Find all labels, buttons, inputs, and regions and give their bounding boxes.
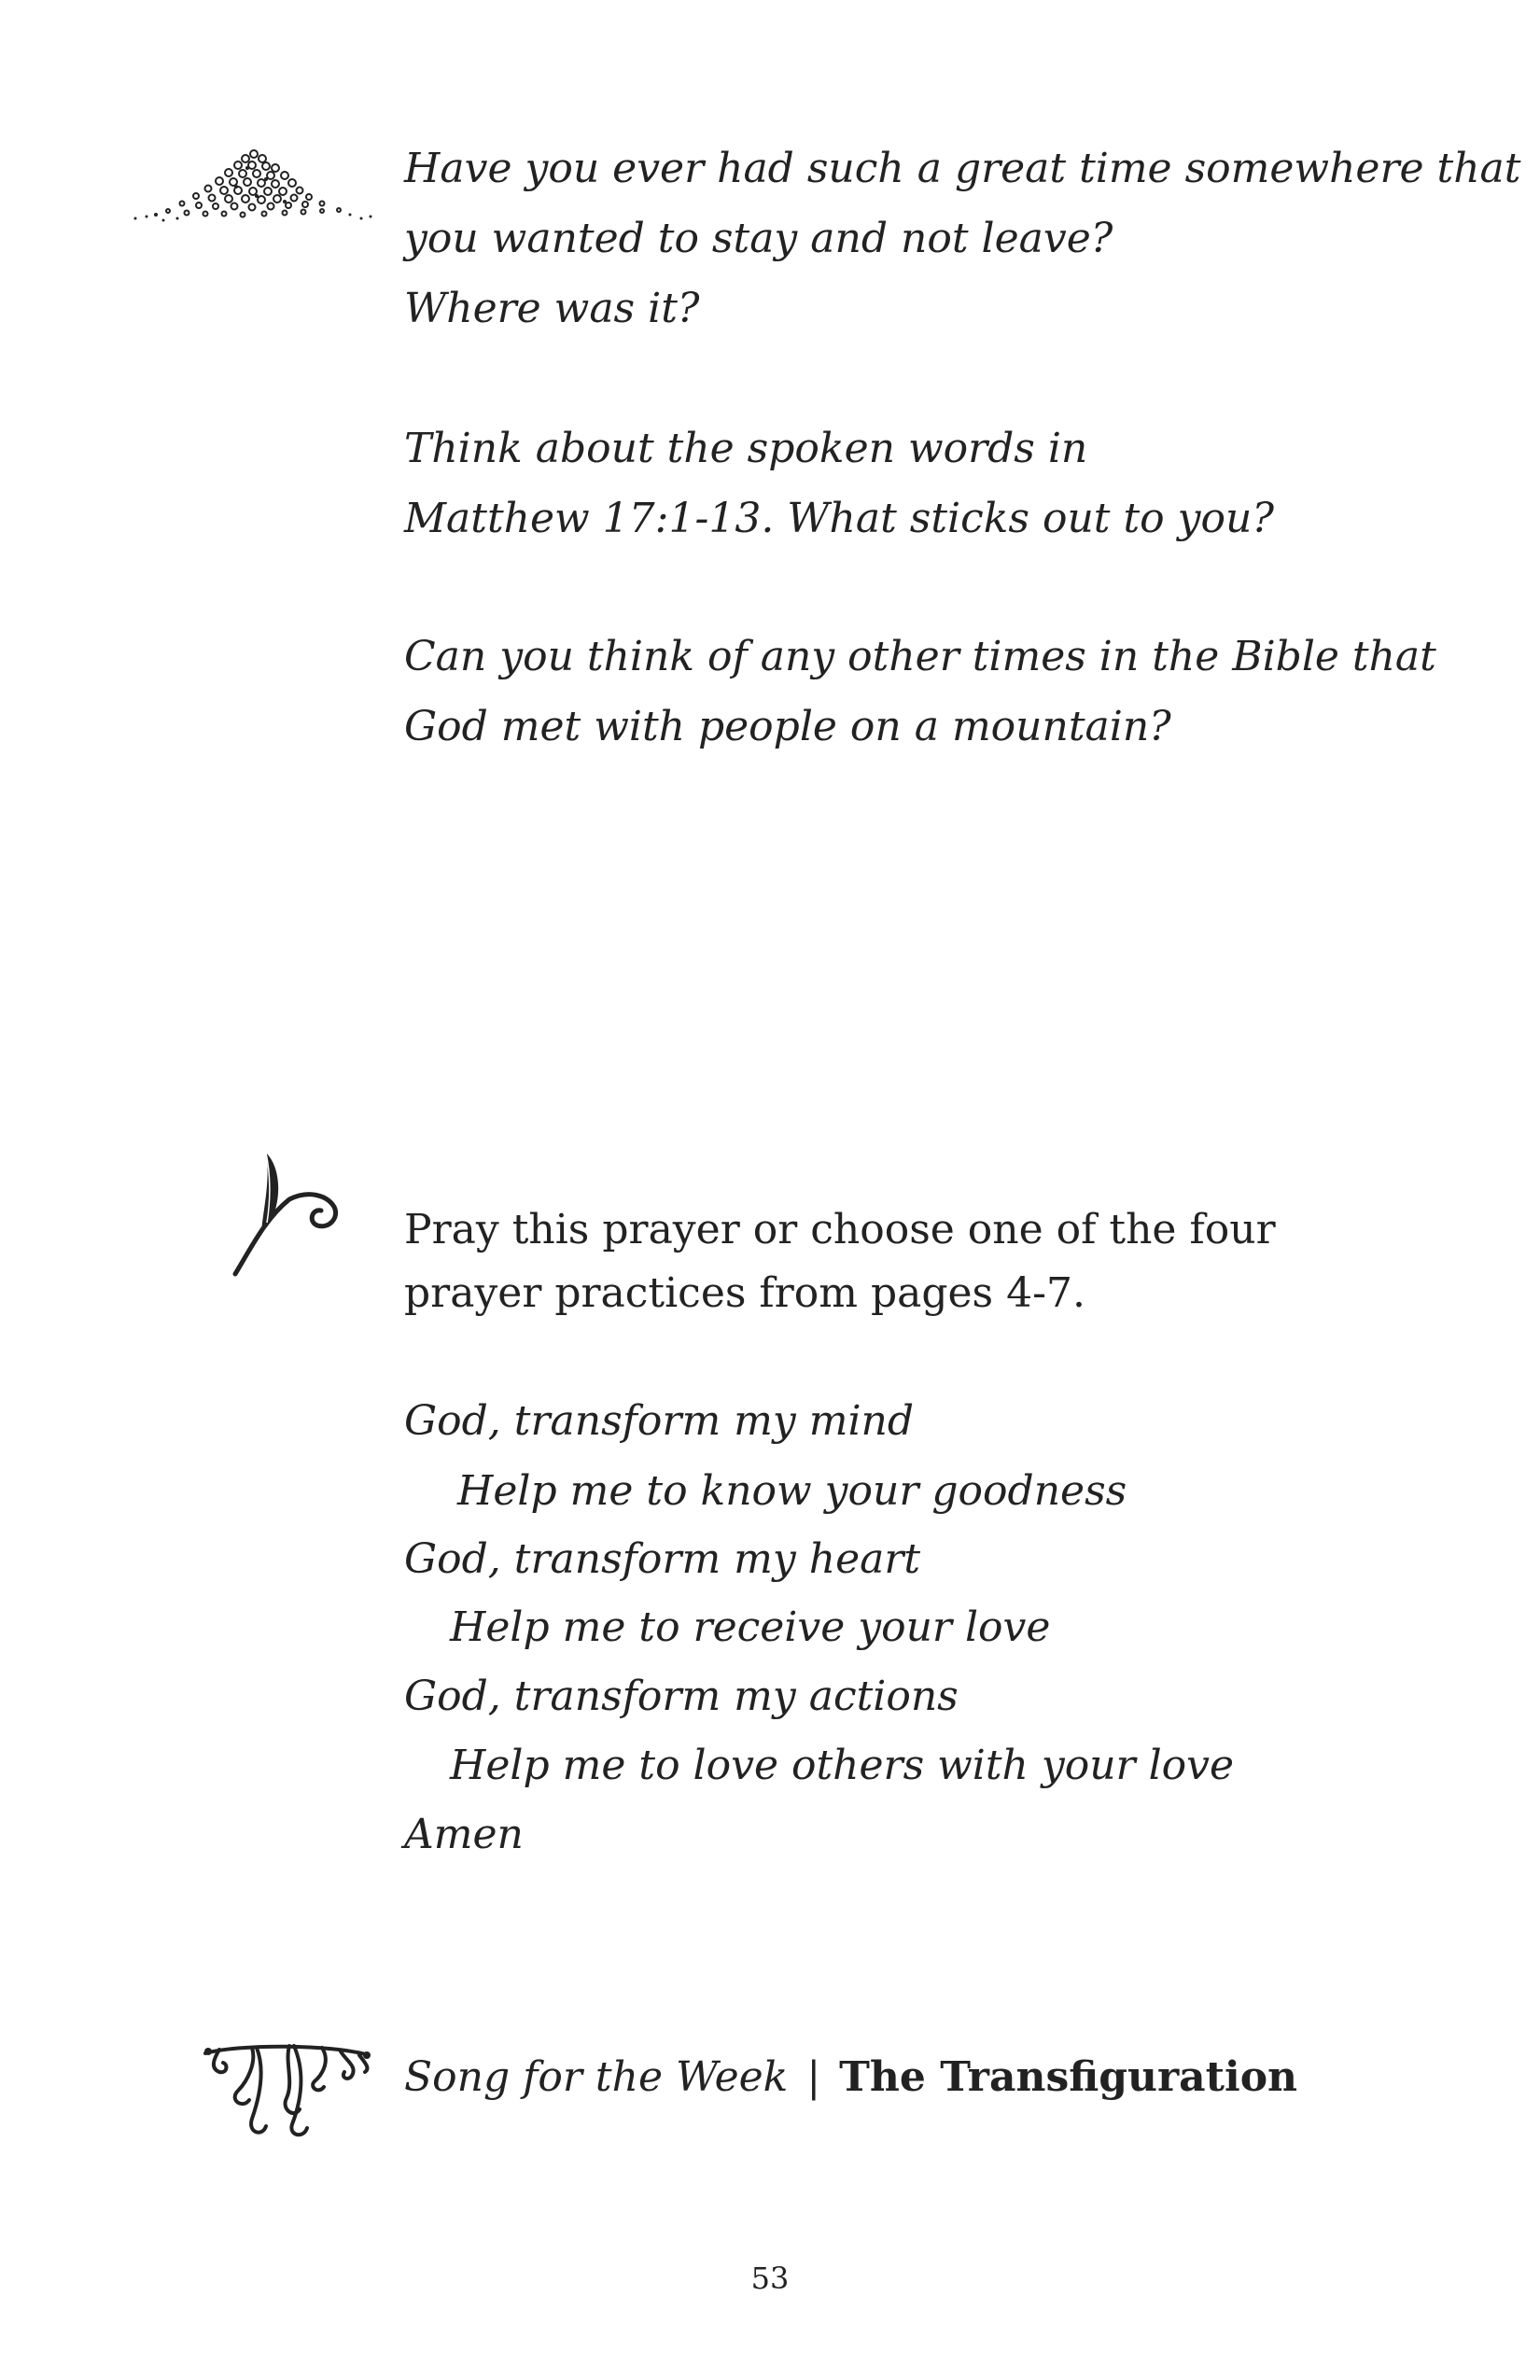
- reflection-line: Can you think of any other times in the Bible that: [404, 633, 1436, 680]
- prayer-intro-line: prayer practices from pages 4-7.: [404, 1269, 1085, 1317]
- reflection-line: Matthew 17:1-13. What sticks out to you?: [404, 495, 1274, 542]
- sprout-icon: [224, 1143, 364, 1283]
- song-label: Song for the Week: [404, 2053, 789, 2101]
- reflection-line: Where was it?: [404, 285, 700, 332]
- reflection-line: God met with people on a mountain?: [404, 703, 1171, 750]
- prayer-line: God, transform my mind: [404, 1397, 915, 1445]
- reflection-line: Have you ever had such a great time somewhere that: [404, 145, 1521, 192]
- prayer-line: God, transform my heart: [404, 1535, 921, 1583]
- reflection-line: Think about the spoken words in: [404, 425, 1088, 472]
- prayer-line: Help me to know your goodness: [457, 1467, 1127, 1515]
- prayer-intro-line: Pray this prayer or choose one of the four: [404, 1206, 1276, 1253]
- prayer-line: Help me to receive your love: [450, 1603, 1051, 1651]
- prayer-line: Amen: [404, 1811, 524, 1858]
- song-separator: |: [806, 2053, 821, 2101]
- prayer-line: Help me to love others with your love: [450, 1742, 1235, 1789]
- mountain-icon: [126, 140, 383, 233]
- reflection-line: you wanted to stay and not leave?: [404, 215, 1113, 262]
- prayer-line: God, transform my actions: [404, 1673, 959, 1720]
- page-number: 53: [750, 2261, 790, 2296]
- song-title: The Transfiguration: [839, 2053, 1298, 2101]
- song-heading: [404, 2053, 1297, 2101]
- roots-icon: [201, 2035, 373, 2147]
